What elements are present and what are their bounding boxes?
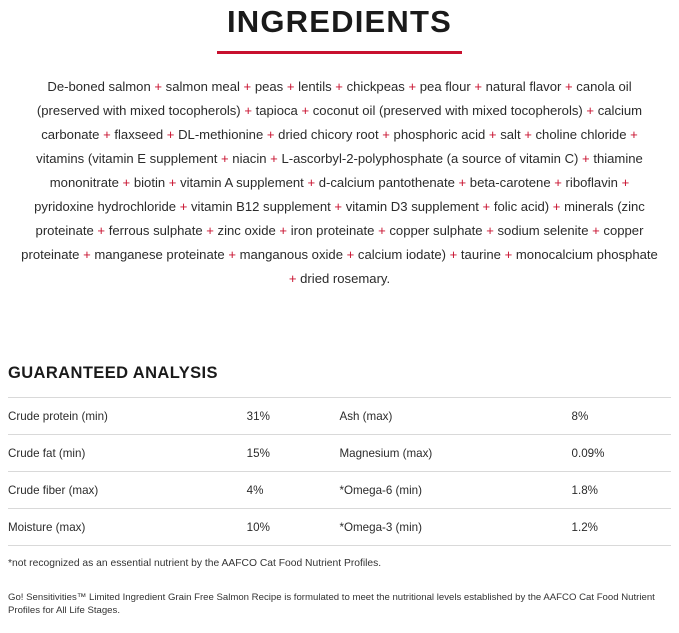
ga-right-value: 1.2% — [572, 509, 671, 546]
ga-left-value: 10% — [247, 509, 340, 546]
ingredients-text-content: De-boned salmon + salmon meal + peas + lentils + chickpeas + pea flour + natural flavor + canola oil (preserved with mixed tocopherols) + tapioca + coconut oil (preserved with mixed tocopherols) + calcium carbonate + flaxseed + DL-methionine + dried chicory root + phosphoric acid + salt + choline chloride + vitamins (vitamin E supplement + niacin + L-ascorbyl-2-polyphosphate (a source of vitamin C) + thiamine mononitrate + biotin + vitamin A supplement + d-calcium pantothenate + beta-carotene + riboflavin + pyridoxine hydrochloride + vitamin B12 supplement + vitamin D3 supplement + folic acid) + minerals (zinc proteinate + ferrous sulphate + zinc oxide + iron proteinate + copper sulphate + sodium selenite + copper proteinate + manganese proteinate + manganous oxide + calcium iodate) + taurine + monocalcium phosphate + dried rosemary. — [21, 79, 658, 286]
ga-left-value: 31% — [247, 398, 340, 435]
ga-left-label: Crude fiber (max) — [8, 472, 247, 509]
ga-right-label: Magnesium (max) — [339, 435, 571, 472]
ga-right-label: Ash (max) — [339, 398, 571, 435]
table-row — [8, 435, 671, 472]
nutrient-footnote: *not recognized as an essential nutrient by the AAFCO Cat Food Nutrient Profiles. — [8, 558, 382, 569]
aafco-disclaimer: Go! Sensitivities™ Limited Ingredient Grain Free Salmon Recipe is formulated to meet the nutritional levels established by the AAFCO Cat Food Nutrient Profiles for All Life Stages. — [8, 592, 655, 616]
table-row — [8, 472, 671, 509]
ga-right-label: *Omega-6 (min) — [339, 472, 571, 509]
guaranteed-analysis-heading: GUARANTEED ANALYSIS — [8, 364, 218, 382]
ga-left-label: Crude protein (min) — [8, 398, 247, 435]
ingredients-text — [19, 75, 660, 291]
ga-right-value: 8% — [572, 398, 671, 435]
ga-left-value: 15% — [247, 435, 340, 472]
table-row — [8, 509, 671, 546]
guaranteed-analysis-table — [8, 397, 671, 546]
ga-right-value: 0.09% — [572, 435, 671, 472]
ga-left-label: Moisture (max) — [8, 509, 247, 546]
table-row — [8, 398, 671, 435]
ga-right-value: 1.8% — [572, 472, 671, 509]
ga-left-value: 4% — [247, 472, 340, 509]
ingredients-heading: INGREDIENTS — [226, 4, 453, 39]
heading-underline-rule — [217, 51, 462, 54]
ga-left-label: Crude fat (min) — [8, 435, 247, 472]
ga-right-label: *Omega-3 (min) — [339, 509, 571, 546]
